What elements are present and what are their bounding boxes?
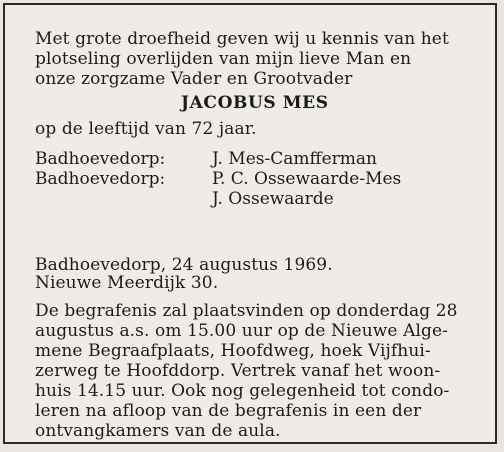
funeral-line: leren na afloop van de begrafenis in een der: [35, 401, 422, 421]
funeral-line: mene Begraafplaats, Hoofdweg, hoek Vijfhui-: [35, 341, 431, 361]
intro-line: Met grote droefheid geven wij u kennis van het: [35, 29, 449, 49]
death-notice: [3, 3, 497, 444]
intro-line: onze zorgzame Vader en Grootvader: [35, 69, 353, 89]
funeral-line: ontvangkamers van de aula.: [35, 421, 281, 441]
intro-line: plotseling overlijden van mijn lieve Man en: [35, 49, 412, 69]
family-person: P. C. Ossewaarde-Mes: [212, 169, 402, 189]
age-line: op de leeftijd van 72 jaar.: [35, 119, 257, 139]
family-person: J. Mes-Camfferman: [212, 149, 377, 169]
funeral-line: De begrafenis zal plaatsvinden op donderdag 28: [35, 301, 458, 321]
family-place: Badhoevedorp:: [35, 149, 166, 169]
family-person: J. Ossewaarde: [212, 189, 334, 209]
funeral-line: huis 14.15 uur. Ook nog gelegenheid tot condo-: [35, 381, 450, 401]
deceased-name: JACOBUS MES: [181, 93, 329, 113]
funeral-line: augustus a.s. om 15.00 uur op de Nieuwe Alge-: [35, 321, 448, 341]
address-line: Nieuwe Meerdijk 30.: [35, 273, 219, 293]
location-date: Badhoevedorp, 24 augustus 1969.: [35, 255, 333, 275]
funeral-line: zerweg te Hoofddorp. Vertrek vanaf het woon-: [35, 361, 441, 381]
family-place: Badhoevedorp:: [35, 169, 166, 189]
